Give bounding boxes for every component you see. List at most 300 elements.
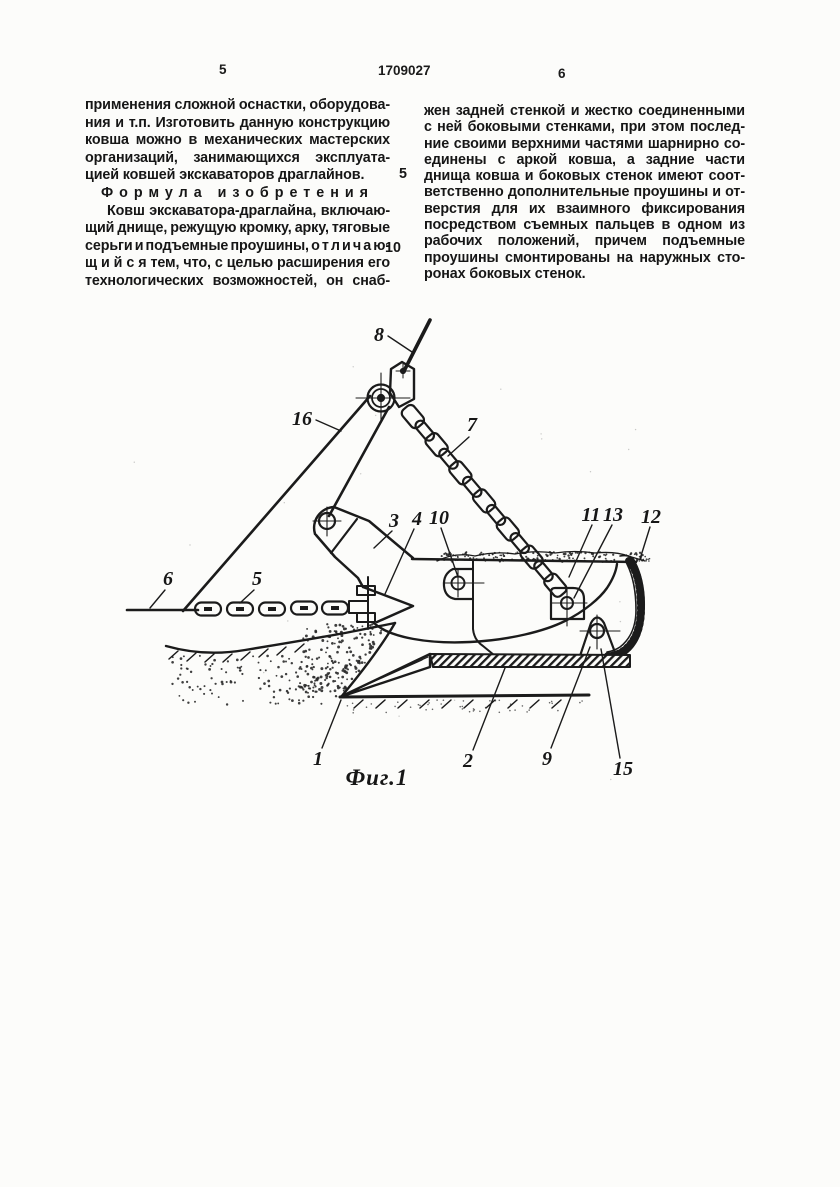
soil-dot: [551, 703, 553, 705]
soil-dot: [337, 646, 340, 649]
soil-dot: [329, 676, 332, 679]
soil-dot: [230, 680, 232, 682]
soil-dot: [462, 706, 464, 708]
soil-dot: [563, 556, 565, 558]
soil-dot: [237, 667, 239, 669]
soil-dot: [320, 689, 323, 692]
hatch-tick: [295, 644, 304, 652]
soil-dot: [300, 661, 302, 663]
soil-dot: [312, 696, 314, 698]
soil-dot: [314, 684, 316, 686]
soil-dot: [307, 656, 310, 659]
soil-dot: [364, 653, 366, 655]
soil-dot: [579, 702, 581, 704]
soil-dot: [188, 686, 191, 689]
soil-dot: [346, 664, 348, 666]
soil-dot: [369, 647, 372, 650]
soil-dot: [239, 667, 242, 670]
soil-dot: [314, 630, 317, 633]
soil-dot: [338, 662, 340, 664]
soil-dot: [258, 677, 260, 679]
soil-dot: [514, 709, 516, 711]
figure-ref-label: 15: [613, 758, 633, 780]
soil-dot: [285, 673, 287, 675]
soil-dot: [364, 662, 366, 664]
soil-dot: [329, 630, 332, 633]
chain-link: [447, 459, 473, 486]
soil-dot: [291, 662, 293, 664]
soil-dot: [267, 680, 270, 683]
figure-drawing: [0, 295, 840, 807]
chain-link: [437, 447, 459, 471]
leader-line: [322, 700, 341, 748]
soil-dot: [308, 687, 310, 689]
soil-dot: [557, 555, 559, 557]
soil-dot: [605, 558, 607, 560]
soil-dot: [242, 700, 244, 702]
soil-dot: [299, 666, 301, 668]
soil-dot: [459, 706, 461, 708]
margin-line-number-5: 5: [399, 166, 407, 182]
leader-line: [388, 336, 412, 352]
soil-dot: [341, 682, 343, 684]
soil-dot: [241, 673, 243, 675]
soil-dot: [645, 560, 647, 562]
soil-dot: [325, 651, 327, 653]
soil-dot: [338, 677, 340, 679]
soil-dot: [179, 674, 181, 676]
rear-lug-bracket: [551, 588, 587, 626]
figure-caption: Фиг.1: [345, 765, 409, 790]
soil-dot: [528, 709, 530, 711]
soil-dot: [302, 650, 305, 653]
soil-dot: [336, 672, 339, 675]
soil-dot: [361, 636, 363, 638]
leader-line: [150, 590, 165, 608]
pulley-shackle-assembly: [356, 362, 414, 420]
soil-dot: [549, 702, 551, 704]
soil-dot: [592, 555, 594, 557]
text-line: единены с аркой ковша, а задние части: [424, 151, 745, 168]
soil-dot: [287, 620, 288, 621]
soil-dot: [324, 679, 326, 681]
soil-dot: [366, 706, 368, 708]
soil-dot: [647, 559, 649, 561]
soil-dot: [312, 690, 314, 692]
soil-dot: [371, 703, 373, 705]
text-line: ния и т.п. Изготовить данную конструкцию: [85, 114, 391, 131]
soil-dot: [360, 473, 361, 474]
leader-line: [640, 527, 650, 559]
soil-dot: [199, 688, 201, 690]
leader-line: [473, 668, 505, 750]
soil-dot: [221, 681, 224, 684]
soil-dot: [275, 703, 277, 705]
soil-dot: [344, 666, 346, 668]
soil-dot: [628, 449, 629, 450]
soil-dot: [180, 664, 182, 666]
soil-dot: [305, 634, 308, 637]
text-line: организаций, занимающихся эксплуата-: [85, 149, 391, 166]
soil-dot: [394, 706, 396, 708]
text-line: верстия для их взаимного фиксирования: [424, 200, 745, 217]
soil-dot: [310, 667, 313, 670]
soil-dot: [273, 691, 275, 693]
chain-link: [542, 572, 568, 599]
soil-dot: [331, 642, 334, 645]
soil-dot: [281, 655, 284, 658]
figure-ref-label: 16: [292, 408, 312, 430]
soil-dot: [489, 700, 491, 702]
soil-dot: [181, 681, 184, 684]
front-lug-bracket: [444, 569, 484, 599]
soil-dot: [341, 670, 343, 672]
text-line: щ и й с я тем, что, с целью расширения его: [85, 255, 391, 272]
soil-dot: [613, 559, 615, 561]
soil-dot: [493, 557, 495, 559]
text-line: Ковш экскаватора-драглайна, включаю-: [107, 202, 390, 219]
soil-dot: [291, 699, 294, 702]
soil-dot: [443, 553, 445, 555]
text-column-left: [85, 97, 390, 291]
hatch-tick: [277, 647, 286, 655]
soil-dot: [266, 655, 269, 658]
soil-dot: [646, 558, 648, 560]
soil-dot: [419, 705, 421, 707]
soil-dot: [325, 677, 328, 680]
chain-link: [471, 487, 497, 514]
soil-dot: [581, 700, 583, 702]
soil-dot: [226, 681, 228, 683]
soil-dot: [329, 668, 331, 670]
page-number-left: 5: [219, 62, 227, 77]
text-line: применения сложной оснастки, оборудова-: [85, 97, 390, 113]
soil-dot: [427, 704, 429, 706]
chain-link-joint: [204, 607, 212, 611]
soil-dot: [369, 624, 372, 627]
soil-dot: [557, 710, 559, 712]
soil-dot: [463, 700, 465, 702]
hoist-rope: [404, 320, 430, 371]
soil-dot: [344, 686, 347, 689]
soil-dot: [307, 673, 310, 676]
soil-dot: [526, 711, 528, 713]
soil-dot: [509, 710, 511, 712]
text-column-right: [424, 103, 745, 282]
soil-dot: [327, 626, 329, 628]
soil-dot: [296, 675, 299, 678]
soil-dot: [304, 686, 306, 688]
soil-dot: [644, 556, 646, 558]
soil-dot: [361, 625, 363, 627]
soil-dot: [620, 621, 621, 622]
soil-dot: [265, 669, 267, 671]
soil-dot: [273, 696, 275, 698]
soil-dot: [584, 557, 586, 559]
hatch-tick: [169, 651, 178, 659]
patent-number: 1709027: [378, 63, 431, 78]
soil-dot: [361, 661, 364, 664]
soil-dot: [488, 554, 490, 556]
soil-dot: [358, 656, 361, 659]
soil-dot: [398, 716, 399, 717]
figure-ref-label: 2: [463, 750, 473, 772]
soil-dot: [502, 554, 504, 556]
soil-dot: [473, 557, 475, 559]
soil-dot: [189, 544, 190, 545]
soil-dot: [361, 643, 364, 646]
soil-dot: [372, 641, 375, 644]
soil-dot: [334, 689, 337, 692]
soil-dot: [334, 643, 336, 645]
soil-dot: [341, 639, 344, 642]
soil-dot: [612, 554, 614, 556]
soil-dot: [259, 669, 261, 671]
soil-dot: [270, 660, 272, 662]
soil-dot: [304, 670, 306, 672]
text-line: ние своими верхними частями шарнирно со-: [424, 135, 745, 152]
leader-line: [316, 420, 341, 431]
soil-dot: [605, 555, 607, 557]
soil-dot: [213, 659, 216, 662]
soil-dot: [501, 555, 503, 557]
soil-dot: [313, 676, 316, 679]
soil-dot: [218, 696, 220, 698]
soil-dot: [208, 668, 211, 671]
soil-dot: [522, 705, 524, 707]
soil-dot: [302, 688, 304, 690]
soil-dot: [379, 632, 382, 635]
soil-dot: [225, 671, 227, 673]
soil-dot: [280, 675, 283, 678]
soil-dot: [556, 557, 558, 559]
soil-dot: [352, 703, 354, 705]
soil-dot: [480, 552, 482, 554]
margin-line-number-10: 10: [385, 240, 401, 256]
soil-dot: [375, 415, 376, 416]
soil-dot: [192, 689, 194, 691]
soil-dot: [325, 667, 327, 669]
soil-dot: [339, 624, 342, 627]
soil-dot: [209, 689, 211, 691]
soil-dot: [319, 682, 322, 685]
soil-dot: [299, 682, 301, 684]
soil-dot: [332, 667, 334, 669]
soil-dot: [288, 658, 290, 660]
soil-dot: [648, 560, 650, 562]
soil-dot: [345, 671, 348, 674]
page-number-right: 6: [558, 66, 566, 81]
soil-dot: [353, 709, 355, 711]
text-line: посредством съемных пальцев в одном из: [424, 217, 746, 234]
soil-dot: [197, 686, 199, 688]
figure-ref-label: 5: [252, 568, 262, 590]
soil-dot: [350, 625, 352, 627]
soil-dot: [369, 631, 371, 633]
soil-dot: [364, 633, 367, 636]
soil-dot: [369, 645, 372, 648]
soil-dot: [183, 655, 185, 657]
soil-dot: [610, 779, 611, 780]
soil-dot: [240, 669, 242, 671]
soil-dot: [619, 601, 620, 602]
soil-dot: [177, 677, 179, 679]
soil-dot: [298, 702, 301, 705]
soil-dot: [321, 639, 324, 642]
soil-dot: [316, 657, 319, 660]
soil-dot: [171, 683, 173, 685]
soil-dot: [326, 647, 328, 649]
soil-dot: [541, 438, 542, 439]
soil-dot: [328, 672, 330, 674]
chain-link: [508, 531, 530, 555]
soil-dot: [190, 671, 192, 673]
figure-ref-label: 8: [374, 324, 384, 346]
soil-dot: [359, 662, 361, 664]
soil-dot: [269, 702, 271, 704]
soil-dot: [352, 654, 355, 657]
soil-dot: [428, 702, 430, 704]
soil-dot: [311, 663, 313, 665]
soil-dot: [329, 656, 331, 658]
soil-dot: [546, 555, 548, 557]
hatch-tick: [398, 700, 407, 708]
soil-dot: [318, 656, 320, 658]
soil-dot: [337, 637, 339, 639]
figure-ref-label: 11: [581, 504, 601, 526]
soil-dot: [204, 663, 206, 665]
text-line: щий днище, режущую кромку, арку, тяговые: [85, 220, 390, 237]
text-line: ветственно дополнительные проушины и от-: [424, 184, 745, 201]
soil-dot: [440, 703, 442, 705]
soil-dot: [277, 666, 280, 669]
soil-dot: [327, 640, 329, 642]
soil-dot: [180, 657, 183, 660]
hatch-tick: [187, 653, 196, 661]
soil-dot: [307, 695, 310, 698]
soil-dot: [313, 682, 315, 684]
soil-dot: [454, 700, 455, 701]
soil-dot: [178, 695, 180, 697]
leader-line: [441, 528, 458, 577]
soil-dot: [321, 686, 324, 689]
soil-dot: [306, 628, 308, 630]
text-line: ковша можно в механических мастерских: [85, 132, 391, 149]
soil-dot: [425, 709, 427, 711]
soil-dot: [320, 675, 323, 678]
soil-dot: [540, 433, 541, 434]
soil-dot: [348, 659, 350, 661]
leader-line: [448, 437, 469, 456]
soil-dot: [346, 678, 348, 680]
soil-dot: [504, 555, 506, 557]
soil-dot: [305, 691, 308, 694]
soil-dot: [203, 693, 205, 695]
soil-dot: [370, 633, 373, 636]
soil-dot: [462, 708, 464, 710]
hatch-tick: [530, 700, 539, 708]
soil-dot: [332, 662, 334, 664]
soil-dot: [194, 701, 196, 703]
soil-dot: [329, 690, 331, 692]
soil-dot: [299, 686, 302, 689]
text-line: с ней боковыми стенками, при этом послед-: [424, 119, 745, 136]
soil-dot: [258, 662, 260, 664]
soil-dot: [349, 663, 351, 665]
figure-ref-label: 13: [603, 504, 623, 526]
soil-dot: [182, 699, 184, 701]
soil-dot: [385, 712, 387, 714]
soil-dot: [549, 554, 551, 556]
soil-dot: [354, 665, 356, 667]
figure-ref-label: 10: [429, 507, 449, 529]
soil-dot: [279, 689, 282, 692]
soil-dot: [355, 671, 357, 673]
hatch-tick: [205, 654, 214, 662]
chain-link: [461, 475, 483, 499]
soil-dot: [443, 699, 445, 701]
soil-dot: [307, 685, 309, 687]
soil-dot: [171, 661, 174, 664]
soil-dot: [347, 668, 349, 670]
hatch-tick: [376, 700, 385, 708]
soil-dot: [551, 701, 553, 703]
soil-dot: [327, 663, 329, 665]
hinge-tab: [580, 615, 620, 656]
soil-dot: [352, 712, 354, 714]
soil-dot: [525, 556, 527, 558]
soil-dot: [342, 625, 345, 628]
soil-dot: [311, 658, 313, 660]
soil-dot: [221, 668, 223, 670]
soil-dot: [436, 699, 438, 701]
soil-stipple-texture: [134, 366, 651, 780]
soil-dot: [356, 627, 358, 629]
soil-dot: [335, 630, 337, 632]
soil-dot: [495, 556, 497, 558]
chain-link: [495, 515, 521, 542]
soil-dot: [432, 709, 434, 711]
soil-dot: [211, 663, 213, 665]
figure-ref-label: 1: [313, 748, 323, 770]
soil-dot: [277, 702, 279, 704]
chain-link-joint: [331, 606, 339, 610]
text-line: проушины смонтированы на наружных сто-: [424, 249, 745, 266]
soil-dot: [282, 660, 285, 663]
soil-dot: [312, 686, 314, 688]
figure-ref-label: 6: [163, 568, 173, 590]
text-line: ронах боковых стенок.: [424, 265, 586, 282]
soil-dot: [635, 429, 636, 430]
soil-dot: [397, 701, 399, 703]
soil-dot: [286, 690, 288, 692]
soil-dot: [199, 655, 201, 657]
chain-link-joint: [236, 607, 244, 611]
soil-dot: [499, 700, 501, 702]
soil-dot: [359, 633, 361, 635]
soil-dot: [469, 711, 471, 713]
soil-dot: [349, 650, 352, 653]
chain-link-joint: [300, 606, 308, 610]
soil-dot: [186, 668, 188, 670]
hatch-tick: [464, 700, 473, 708]
soil-dot: [252, 655, 254, 657]
soil-dot: [464, 556, 466, 558]
hatch-tick: [241, 652, 250, 660]
soil-dot: [564, 553, 567, 556]
soil-dot: [284, 502, 285, 503]
soil-dot: [479, 711, 481, 713]
